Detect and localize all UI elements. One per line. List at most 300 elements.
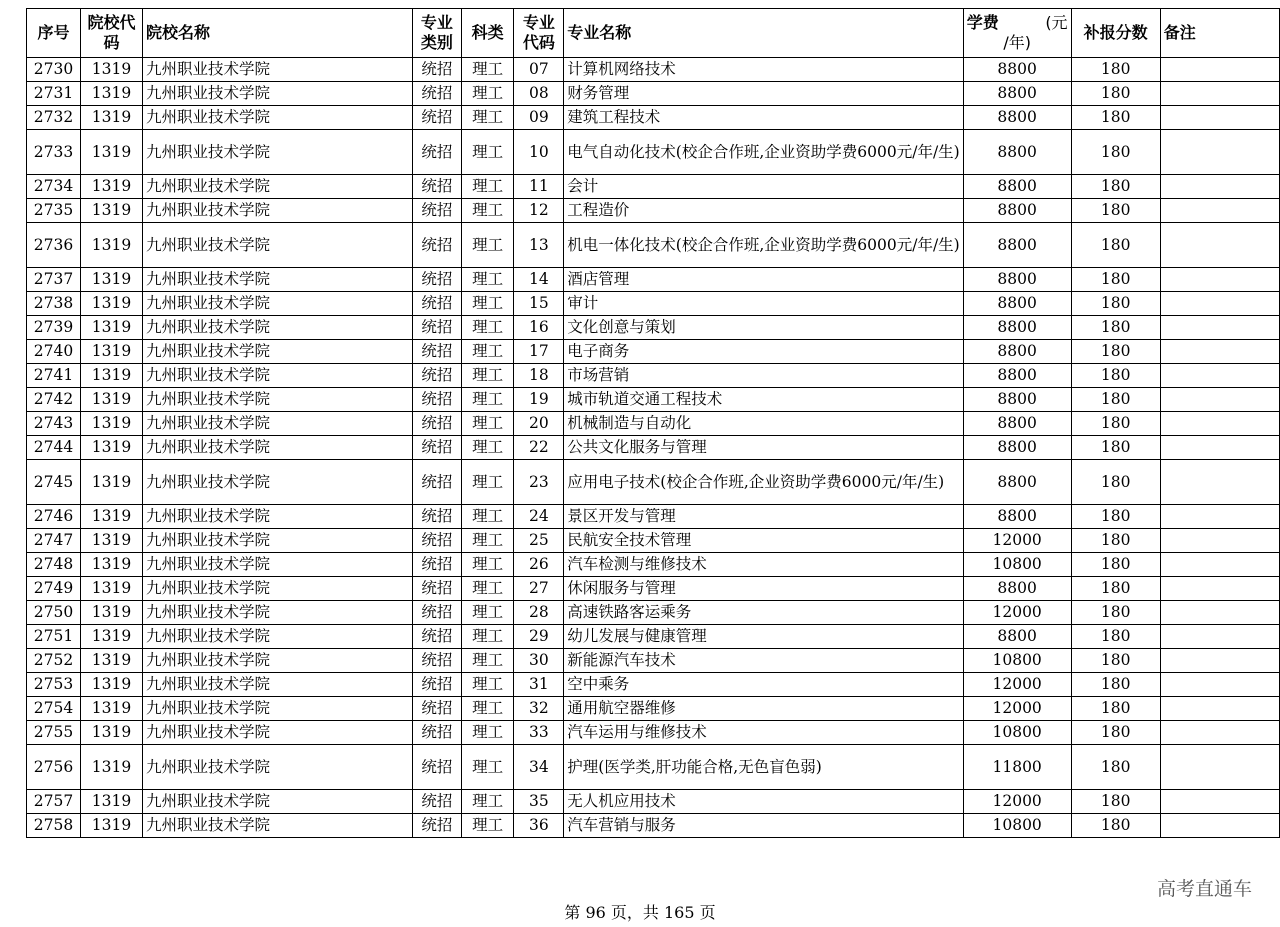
cell-major-code: 18 [514, 364, 564, 388]
cell-major-code: 19 [514, 388, 564, 412]
cell-note [1160, 745, 1279, 790]
cell-subject: 理工 [461, 175, 513, 199]
cell-note [1160, 649, 1279, 673]
cell-major-code: 36 [514, 814, 564, 838]
cell-school-code: 1319 [81, 505, 143, 529]
cell-fee: 12000 [963, 529, 1071, 553]
cell-school-name: 九州职业技术学院 [142, 223, 412, 268]
cell-major-name: 电子商务 [564, 340, 963, 364]
cell-category: 统招 [412, 58, 461, 82]
cell-seq: 2739 [27, 316, 81, 340]
cell-seq: 2753 [27, 673, 81, 697]
cell-subject: 理工 [461, 199, 513, 223]
cell-subject: 理工 [461, 292, 513, 316]
cell-subject: 理工 [461, 790, 513, 814]
cell-seq: 2734 [27, 175, 81, 199]
cell-subject: 理工 [461, 814, 513, 838]
cell-school-code: 1319 [81, 697, 143, 721]
cell-score: 180 [1071, 649, 1160, 673]
cell-school-name: 九州职业技术学院 [142, 340, 412, 364]
cell-school-code: 1319 [81, 673, 143, 697]
cell-major-code: 23 [514, 460, 564, 505]
cell-category: 统招 [412, 199, 461, 223]
cell-fee: 10800 [963, 649, 1071, 673]
cell-subject: 理工 [461, 412, 513, 436]
cell-subject: 理工 [461, 697, 513, 721]
cell-fee: 8800 [963, 223, 1071, 268]
cell-seq: 2744 [27, 436, 81, 460]
cell-major-code: 29 [514, 625, 564, 649]
cell-note [1160, 58, 1279, 82]
cell-school-name: 九州职业技术学院 [142, 625, 412, 649]
cell-major-code: 22 [514, 436, 564, 460]
cell-score: 180 [1071, 292, 1160, 316]
cell-school-name: 九州职业技术学院 [142, 292, 412, 316]
cell-school-code: 1319 [81, 223, 143, 268]
cell-fee: 8800 [963, 388, 1071, 412]
cell-note [1160, 814, 1279, 838]
cell-school-name: 九州职业技术学院 [142, 58, 412, 82]
cell-score: 180 [1071, 625, 1160, 649]
cell-subject: 理工 [461, 388, 513, 412]
cell-note [1160, 721, 1279, 745]
cell-school-code: 1319 [81, 58, 143, 82]
cell-score: 180 [1071, 553, 1160, 577]
header-major-code: 专业代码 [514, 9, 564, 58]
cell-major-name: 汽车营销与服务 [564, 814, 963, 838]
cell-subject: 理工 [461, 223, 513, 268]
cell-fee: 8800 [963, 199, 1071, 223]
cell-seq: 2731 [27, 82, 81, 106]
cell-note [1160, 199, 1279, 223]
cell-note [1160, 130, 1279, 175]
cell-school-name: 九州职业技术学院 [142, 745, 412, 790]
cell-school-code: 1319 [81, 412, 143, 436]
cell-category: 统招 [412, 790, 461, 814]
cell-category: 统招 [412, 268, 461, 292]
cell-category: 统招 [412, 601, 461, 625]
cell-major-code: 17 [514, 340, 564, 364]
header-major-name: 专业名称 [564, 9, 963, 58]
cell-subject: 理工 [461, 340, 513, 364]
cell-major-name: 建筑工程技术 [564, 106, 963, 130]
cell-score: 180 [1071, 82, 1160, 106]
cell-school-name: 九州职业技术学院 [142, 436, 412, 460]
cell-seq: 2735 [27, 199, 81, 223]
cell-note [1160, 412, 1279, 436]
header-row [27, 9, 1280, 58]
cell-score: 180 [1071, 364, 1160, 388]
table-row [27, 697, 1280, 721]
header-school-code: 院校代码 [81, 9, 143, 58]
cell-category: 统招 [412, 340, 461, 364]
header-score: 补报分数 [1071, 9, 1160, 58]
admissions-table [26, 8, 1280, 838]
header-school-name: 院校名称 [142, 9, 412, 58]
cell-fee: 8800 [963, 292, 1071, 316]
cell-subject: 理工 [461, 268, 513, 292]
table-row [27, 460, 1280, 505]
cell-subject: 理工 [461, 460, 513, 505]
cell-note [1160, 673, 1279, 697]
cell-major-name: 机械制造与自动化 [564, 412, 963, 436]
cell-major-name: 财务管理 [564, 82, 963, 106]
cell-score: 180 [1071, 673, 1160, 697]
cell-subject: 理工 [461, 505, 513, 529]
cell-major-name: 文化创意与策划 [564, 316, 963, 340]
cell-major-name: 无人机应用技术 [564, 790, 963, 814]
cell-school-name: 九州职业技术学院 [142, 130, 412, 175]
header-note: 备注 [1160, 9, 1279, 58]
cell-school-name: 九州职业技术学院 [142, 364, 412, 388]
cell-note [1160, 460, 1279, 505]
cell-score: 180 [1071, 505, 1160, 529]
header-seq: 序号 [27, 9, 81, 58]
header-category: 专业类别 [412, 9, 461, 58]
cell-category: 统招 [412, 697, 461, 721]
cell-major-code: 30 [514, 649, 564, 673]
cell-note [1160, 292, 1279, 316]
cell-major-name: 市场营销 [564, 364, 963, 388]
cell-category: 统招 [412, 223, 461, 268]
cell-school-code: 1319 [81, 130, 143, 175]
cell-major-name: 酒店管理 [564, 268, 963, 292]
cell-category: 统招 [412, 553, 461, 577]
cell-school-code: 1319 [81, 175, 143, 199]
cell-note [1160, 364, 1279, 388]
cell-seq: 2749 [27, 577, 81, 601]
table-row [27, 529, 1280, 553]
cell-score: 180 [1071, 106, 1160, 130]
cell-seq: 2738 [27, 292, 81, 316]
cell-fee: 8800 [963, 625, 1071, 649]
cell-subject: 理工 [461, 553, 513, 577]
table-row [27, 505, 1280, 529]
cell-score: 180 [1071, 58, 1160, 82]
cell-seq: 2746 [27, 505, 81, 529]
cell-score: 180 [1071, 130, 1160, 175]
cell-major-code: 09 [514, 106, 564, 130]
cell-fee: 8800 [963, 82, 1071, 106]
cell-school-name: 九州职业技术学院 [142, 814, 412, 838]
cell-score: 180 [1071, 601, 1160, 625]
header-fee-label: 学费 [966, 13, 999, 32]
cell-school-code: 1319 [81, 268, 143, 292]
cell-school-code: 1319 [81, 340, 143, 364]
cell-major-code: 08 [514, 82, 564, 106]
cell-major-name: 高速铁路客运乘务 [564, 601, 963, 625]
cell-score: 180 [1071, 814, 1160, 838]
header-fee-unit-b: /年) [1003, 33, 1031, 52]
cell-category: 统招 [412, 673, 461, 697]
table-row [27, 721, 1280, 745]
table-row [27, 814, 1280, 838]
cell-school-name: 九州职业技术学院 [142, 316, 412, 340]
cell-major-code: 24 [514, 505, 564, 529]
cell-score: 180 [1071, 790, 1160, 814]
cell-note [1160, 790, 1279, 814]
cell-category: 统招 [412, 106, 461, 130]
cell-seq: 2732 [27, 106, 81, 130]
cell-major-code: 25 [514, 529, 564, 553]
cell-subject: 理工 [461, 106, 513, 130]
cell-subject: 理工 [461, 649, 513, 673]
cell-category: 统招 [412, 436, 461, 460]
table-row [27, 412, 1280, 436]
cell-note [1160, 577, 1279, 601]
cell-category: 统招 [412, 364, 461, 388]
cell-category: 统招 [412, 745, 461, 790]
cell-school-code: 1319 [81, 790, 143, 814]
cell-school-code: 1319 [81, 553, 143, 577]
cell-fee: 8800 [963, 577, 1071, 601]
table-row [27, 553, 1280, 577]
cell-major-code: 13 [514, 223, 564, 268]
cell-school-name: 九州职业技术学院 [142, 673, 412, 697]
cell-major-code: 16 [514, 316, 564, 340]
cell-seq: 2758 [27, 814, 81, 838]
cell-score: 180 [1071, 268, 1160, 292]
cell-school-name: 九州职业技术学院 [142, 412, 412, 436]
cell-note [1160, 388, 1279, 412]
table-row [27, 673, 1280, 697]
cell-school-code: 1319 [81, 577, 143, 601]
cell-major-code: 28 [514, 601, 564, 625]
cell-fee: 12000 [963, 790, 1071, 814]
cell-note [1160, 316, 1279, 340]
cell-school-name: 九州职业技术学院 [142, 106, 412, 130]
cell-major-name: 新能源汽车技术 [564, 649, 963, 673]
cell-category: 统招 [412, 388, 461, 412]
cell-major-name: 景区开发与管理 [564, 505, 963, 529]
table-row [27, 316, 1280, 340]
cell-seq: 2737 [27, 268, 81, 292]
table-row [27, 175, 1280, 199]
cell-major-name: 幼儿发展与健康管理 [564, 625, 963, 649]
table-row [27, 82, 1280, 106]
cell-fee: 11800 [963, 745, 1071, 790]
cell-score: 180 [1071, 175, 1160, 199]
cell-fee: 8800 [963, 58, 1071, 82]
cell-school-name: 九州职业技术学院 [142, 199, 412, 223]
header-fee [963, 9, 1071, 58]
table-row [27, 199, 1280, 223]
cell-category: 统招 [412, 175, 461, 199]
table-row [27, 268, 1280, 292]
cell-school-code: 1319 [81, 529, 143, 553]
table-row [27, 436, 1280, 460]
cell-category: 统招 [412, 625, 461, 649]
cell-school-name: 九州职业技术学院 [142, 577, 412, 601]
cell-major-code: 32 [514, 697, 564, 721]
cell-major-code: 15 [514, 292, 564, 316]
cell-major-name: 护理(医学类,肝功能合格,无色盲色弱) [564, 745, 963, 790]
cell-category: 统招 [412, 316, 461, 340]
cell-category: 统招 [412, 529, 461, 553]
cell-major-code: 14 [514, 268, 564, 292]
cell-fee: 8800 [963, 505, 1071, 529]
cell-category: 统招 [412, 649, 461, 673]
cell-school-code: 1319 [81, 814, 143, 838]
cell-score: 180 [1071, 577, 1160, 601]
cell-subject: 理工 [461, 130, 513, 175]
cell-note [1160, 106, 1279, 130]
cell-school-code: 1319 [81, 745, 143, 790]
cell-school-code: 1319 [81, 364, 143, 388]
cell-fee: 8800 [963, 412, 1071, 436]
table-row [27, 790, 1280, 814]
cell-subject: 理工 [461, 625, 513, 649]
cell-major-name: 审计 [564, 292, 963, 316]
cell-fee: 10800 [963, 721, 1071, 745]
cell-seq: 2736 [27, 223, 81, 268]
cell-school-name: 九州职业技术学院 [142, 697, 412, 721]
cell-school-name: 九州职业技术学院 [142, 82, 412, 106]
cell-score: 180 [1071, 199, 1160, 223]
cell-major-code: 33 [514, 721, 564, 745]
cell-major-code: 07 [514, 58, 564, 82]
cell-seq: 2755 [27, 721, 81, 745]
cell-subject: 理工 [461, 82, 513, 106]
cell-category: 统招 [412, 292, 461, 316]
cell-note [1160, 601, 1279, 625]
cell-major-name: 工程造价 [564, 199, 963, 223]
cell-category: 统招 [412, 82, 461, 106]
cell-school-code: 1319 [81, 721, 143, 745]
watermark: 高考直通车 [1156, 878, 1252, 900]
cell-fee: 8800 [963, 130, 1071, 175]
cell-fee: 8800 [963, 106, 1071, 130]
cell-major-code: 34 [514, 745, 564, 790]
cell-seq: 2748 [27, 553, 81, 577]
cell-category: 统招 [412, 412, 461, 436]
cell-school-code: 1319 [81, 436, 143, 460]
cell-category: 统招 [412, 505, 461, 529]
cell-fee: 12000 [963, 697, 1071, 721]
cell-school-code: 1319 [81, 649, 143, 673]
cell-seq: 2741 [27, 364, 81, 388]
cell-subject: 理工 [461, 58, 513, 82]
cell-seq: 2756 [27, 745, 81, 790]
cell-note [1160, 505, 1279, 529]
cell-school-name: 九州职业技术学院 [142, 601, 412, 625]
cell-fee: 10800 [963, 553, 1071, 577]
cell-seq: 2747 [27, 529, 81, 553]
cell-category: 统招 [412, 460, 461, 505]
cell-school-code: 1319 [81, 106, 143, 130]
cell-score: 180 [1071, 697, 1160, 721]
cell-major-name: 应用电子技术(校企合作班,企业资助学费6000元/年/生) [564, 460, 963, 505]
cell-school-name: 九州职业技术学院 [142, 175, 412, 199]
cell-category: 统招 [412, 577, 461, 601]
table-row [27, 364, 1280, 388]
table-row [27, 388, 1280, 412]
cell-major-code: 10 [514, 130, 564, 175]
cell-major-name: 民航安全技术管理 [564, 529, 963, 553]
cell-school-code: 1319 [81, 388, 143, 412]
cell-score: 180 [1071, 223, 1160, 268]
cell-seq: 2733 [27, 130, 81, 175]
cell-major-name: 汽车检测与维修技术 [564, 553, 963, 577]
cell-score: 180 [1071, 340, 1160, 364]
cell-category: 统招 [412, 721, 461, 745]
table-body [27, 58, 1280, 838]
cell-school-code: 1319 [81, 199, 143, 223]
cell-school-name: 九州职业技术学院 [142, 505, 412, 529]
cell-score: 180 [1071, 745, 1160, 790]
cell-seq: 2730 [27, 58, 81, 82]
cell-fee: 8800 [963, 340, 1071, 364]
cell-fee: 8800 [963, 175, 1071, 199]
cell-note [1160, 268, 1279, 292]
cell-major-code: 31 [514, 673, 564, 697]
cell-subject: 理工 [461, 364, 513, 388]
cell-note [1160, 223, 1279, 268]
cell-major-name: 公共文化服务与管理 [564, 436, 963, 460]
cell-note [1160, 82, 1279, 106]
page-footer: 第 96 页，共 165 页 [564, 903, 716, 922]
table-row [27, 130, 1280, 175]
cell-seq: 2751 [27, 625, 81, 649]
cell-note [1160, 175, 1279, 199]
cell-fee: 8800 [963, 364, 1071, 388]
cell-major-name: 休闲服务与管理 [564, 577, 963, 601]
header-fee-unit-a: (元 [1045, 13, 1068, 32]
cell-score: 180 [1071, 436, 1160, 460]
table-row [27, 58, 1280, 82]
cell-school-code: 1319 [81, 460, 143, 505]
cell-subject: 理工 [461, 529, 513, 553]
cell-subject: 理工 [461, 601, 513, 625]
cell-subject: 理工 [461, 745, 513, 790]
cell-seq: 2750 [27, 601, 81, 625]
cell-school-name: 九州职业技术学院 [142, 460, 412, 505]
cell-score: 180 [1071, 529, 1160, 553]
cell-score: 180 [1071, 460, 1160, 505]
cell-score: 180 [1071, 316, 1160, 340]
cell-school-name: 九州职业技术学院 [142, 529, 412, 553]
table-row [27, 292, 1280, 316]
cell-school-code: 1319 [81, 82, 143, 106]
cell-fee: 10800 [963, 814, 1071, 838]
cell-school-code: 1319 [81, 625, 143, 649]
cell-school-name: 九州职业技术学院 [142, 649, 412, 673]
cell-major-name: 机电一体化技术(校企合作班,企业资助学费6000元/年/生) [564, 223, 963, 268]
cell-school-name: 九州职业技术学院 [142, 388, 412, 412]
cell-major-code: 35 [514, 790, 564, 814]
table-row [27, 745, 1280, 790]
cell-major-code: 20 [514, 412, 564, 436]
cell-fee: 8800 [963, 436, 1071, 460]
cell-school-name: 九州职业技术学院 [142, 721, 412, 745]
cell-seq: 2743 [27, 412, 81, 436]
cell-subject: 理工 [461, 721, 513, 745]
cell-school-name: 九州职业技术学院 [142, 268, 412, 292]
cell-school-code: 1319 [81, 292, 143, 316]
cell-seq: 2754 [27, 697, 81, 721]
header-subject: 科类 [461, 9, 513, 58]
cell-major-name: 计算机网络技术 [564, 58, 963, 82]
cell-major-name: 通用航空器维修 [564, 697, 963, 721]
table-row [27, 577, 1280, 601]
table-row [27, 649, 1280, 673]
cell-score: 180 [1071, 388, 1160, 412]
cell-school-code: 1319 [81, 316, 143, 340]
cell-fee: 8800 [963, 316, 1071, 340]
cell-seq: 2752 [27, 649, 81, 673]
cell-subject: 理工 [461, 673, 513, 697]
cell-note [1160, 697, 1279, 721]
